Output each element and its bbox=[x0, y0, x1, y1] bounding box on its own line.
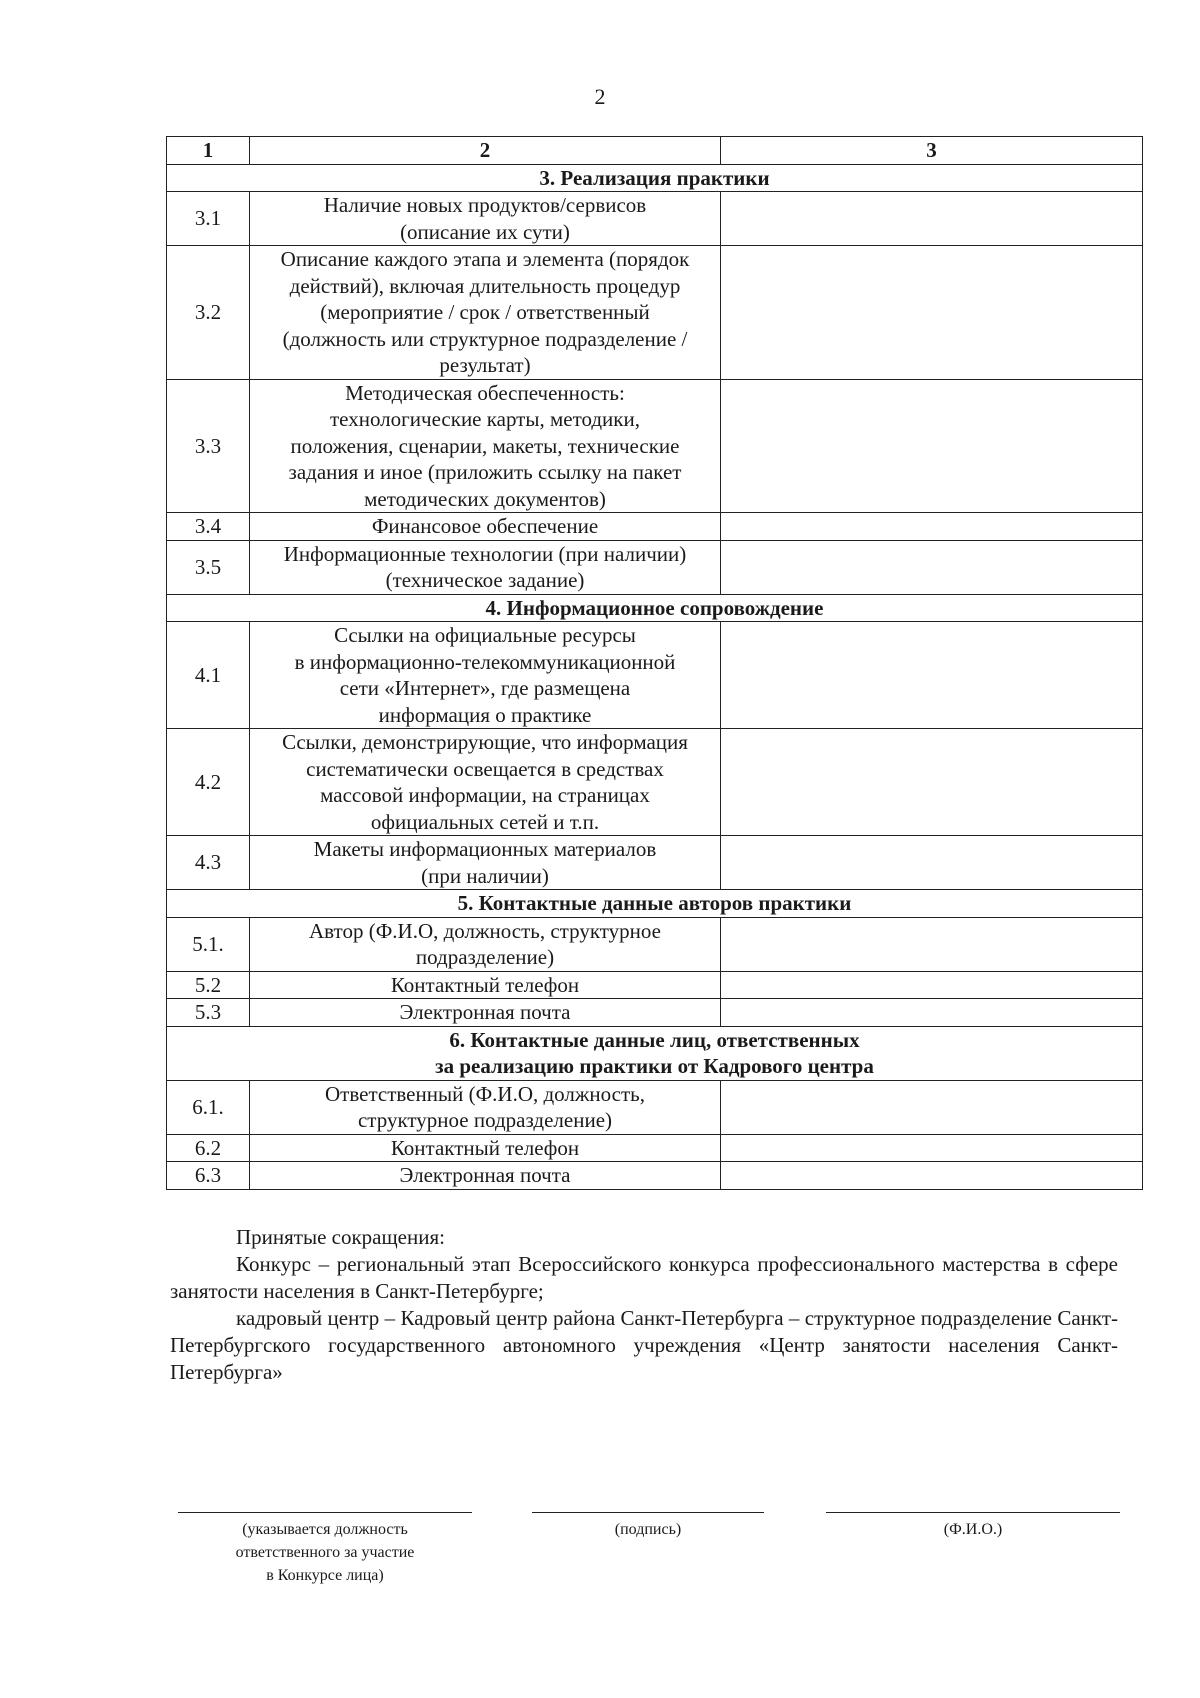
row-description bbox=[250, 246, 721, 380]
description-line: массовой информации, на страницах bbox=[320, 783, 650, 807]
row-description bbox=[250, 379, 721, 513]
description-line: методических документов) bbox=[364, 486, 606, 511]
description-line: Информационные технологии (при наличии) bbox=[283, 541, 687, 566]
description-line: Описание каждого этапа и элемента (порядок bbox=[280, 247, 690, 271]
row-number: 4.2 bbox=[167, 729, 250, 836]
row-description bbox=[250, 540, 721, 594]
row-number: 3.3 bbox=[167, 379, 250, 513]
description-line: Электронная почта bbox=[399, 1163, 571, 1187]
notes-item-hr-center: кадровый центр – Кадровый центр района Санкт-Петербурга – структурное подразделение Санкт-Петербургского государственного автономного учреждения «Центр занятости населения Санкт-Петербурга» bbox=[170, 1306, 1118, 1384]
row-value-cell[interactable] bbox=[721, 999, 1143, 1027]
description-line: Макеты информационных материалов bbox=[313, 837, 657, 861]
section-title: 3. Реализация практики bbox=[167, 164, 1143, 192]
header-col-2: 2 bbox=[250, 137, 721, 165]
header-col-3: 3 bbox=[721, 137, 1143, 165]
table-header-row bbox=[167, 137, 1143, 165]
page-number: 2 bbox=[594, 84, 606, 109]
signature-name-line bbox=[826, 1512, 1120, 1513]
table-row bbox=[167, 1134, 1143, 1162]
row-value-cell[interactable] bbox=[721, 971, 1143, 999]
row-number: 6.1. bbox=[167, 1080, 250, 1134]
row-description bbox=[250, 999, 721, 1027]
description-line: (при наличии) bbox=[421, 863, 549, 888]
table-row bbox=[167, 513, 1143, 541]
description-line: (должность или структурное подразделение / bbox=[282, 326, 688, 351]
table-row bbox=[167, 971, 1143, 999]
row-number: 6.2 bbox=[167, 1134, 250, 1162]
position-caption: (указывается должность ответственного за участие в Конкурсе лица) bbox=[235, 1521, 415, 1584]
row-number: 3.2 bbox=[167, 246, 250, 380]
row-description bbox=[250, 513, 721, 541]
section-row bbox=[167, 1026, 1143, 1080]
table-row bbox=[167, 622, 1143, 729]
row-description bbox=[250, 1162, 721, 1190]
row-number: 5.1. bbox=[167, 917, 250, 971]
row-value-cell[interactable] bbox=[721, 540, 1143, 594]
description-line: (техническое задание) bbox=[385, 568, 585, 592]
description-line: (мероприятие / срок / ответственный bbox=[320, 300, 650, 324]
row-description bbox=[250, 1134, 721, 1162]
row-value-cell[interactable] bbox=[721, 729, 1143, 836]
row-description bbox=[250, 192, 721, 246]
notes-item-contest: Конкурс – региональный этап Всероссийского конкурса профессионального мастерства в сфере занятости населения в Санкт-Петербурге; bbox=[170, 1252, 1118, 1303]
description-line: сети «Интернет», где размещена bbox=[339, 676, 631, 700]
row-description bbox=[250, 836, 721, 890]
section-title: 5. Контактные данные авторов практики bbox=[167, 890, 1143, 918]
row-number: 3.1 bbox=[167, 192, 250, 246]
table-row bbox=[167, 1162, 1143, 1190]
description-line: Финансовое обеспечение bbox=[371, 514, 599, 538]
description-line: Ссылки, демонстрирующие, что информация bbox=[282, 730, 688, 754]
row-value-cell[interactable] bbox=[721, 246, 1143, 380]
abbreviations-notes bbox=[170, 1224, 1118, 1386]
description-line: Электронная почта bbox=[399, 1000, 571, 1024]
table-row bbox=[167, 379, 1143, 513]
row-number: 5.3 bbox=[167, 999, 250, 1027]
description-line: Автор (Ф.И.О, должность, структурное bbox=[309, 918, 661, 943]
description-line: задания и иное (приложить ссылку на пакет bbox=[288, 460, 682, 484]
section-row bbox=[167, 594, 1143, 622]
table-row bbox=[167, 999, 1143, 1027]
row-value-cell[interactable] bbox=[721, 1162, 1143, 1190]
name-caption: (Ф.И.О.) bbox=[943, 1521, 1003, 1538]
notes-heading: Принятые сокращения: bbox=[236, 1225, 445, 1249]
description-line: подразделение) bbox=[415, 945, 555, 969]
row-value-cell[interactable] bbox=[721, 836, 1143, 890]
section-title: 6. Контактные данные лиц, ответственных за реализацию практики от Кадрового центра bbox=[167, 1026, 1143, 1080]
row-value-cell[interactable] bbox=[721, 1080, 1143, 1134]
description-line: положения, сценарии, макеты, технические bbox=[290, 433, 680, 458]
description-line: (описание их сути) bbox=[400, 219, 570, 244]
description-line: Контактный телефон bbox=[390, 1135, 580, 1160]
row-number: 4.3 bbox=[167, 836, 250, 890]
row-value-cell[interactable] bbox=[721, 379, 1143, 513]
row-number: 6.3 bbox=[167, 1162, 250, 1190]
description-line: информация о практике bbox=[378, 702, 592, 727]
practice-form-table bbox=[166, 136, 1143, 1190]
row-description bbox=[250, 1080, 721, 1134]
description-line: в информационно-телекоммуникационной bbox=[294, 649, 676, 674]
section-title: 4. Информационное сопровождение bbox=[167, 594, 1143, 622]
section-row bbox=[167, 890, 1143, 918]
row-value-cell[interactable] bbox=[721, 513, 1143, 541]
table-row bbox=[167, 192, 1143, 246]
row-number: 5.2 bbox=[167, 971, 250, 999]
row-value-cell[interactable] bbox=[721, 192, 1143, 246]
description-line: Наличие новых продуктов/сервисов bbox=[323, 193, 647, 217]
description-line: структурное подразделение) bbox=[357, 1108, 613, 1132]
description-line: Контактный телефон bbox=[390, 972, 580, 997]
table-row bbox=[167, 729, 1143, 836]
signature-position-line bbox=[178, 1512, 472, 1513]
description-line: результат) bbox=[439, 353, 531, 377]
description-line: технологические карты, методики, bbox=[330, 407, 640, 431]
row-description bbox=[250, 971, 721, 999]
table-row bbox=[167, 917, 1143, 971]
section-row bbox=[167, 164, 1143, 192]
signature-caption: (подпись) bbox=[614, 1521, 682, 1538]
row-value-cell[interactable] bbox=[721, 917, 1143, 971]
row-number: 4.1 bbox=[167, 622, 250, 729]
row-value-cell[interactable] bbox=[721, 1134, 1143, 1162]
row-description bbox=[250, 917, 721, 971]
row-description bbox=[250, 622, 721, 729]
row-value-cell[interactable] bbox=[721, 622, 1143, 729]
description-line: официальных сетей и т.п. bbox=[370, 809, 600, 834]
row-number: 3.5 bbox=[167, 540, 250, 594]
table-row bbox=[167, 836, 1143, 890]
description-line: Методическая обеспеченность: bbox=[345, 380, 625, 405]
description-line: систематически освещается в средствах bbox=[306, 756, 664, 781]
description-line: Ответственный (Ф.И.О, должность, bbox=[325, 1081, 645, 1106]
row-description bbox=[250, 729, 721, 836]
description-line: Ссылки на официальные ресурсы bbox=[334, 623, 636, 647]
description-line: действий), включая длительность процедур bbox=[289, 273, 681, 298]
table-row bbox=[167, 540, 1143, 594]
signature-sign-line bbox=[532, 1512, 764, 1513]
header-col-1: 1 bbox=[167, 137, 250, 165]
table-row bbox=[167, 1080, 1143, 1134]
row-number: 3.4 bbox=[167, 513, 250, 541]
table-row bbox=[167, 246, 1143, 380]
